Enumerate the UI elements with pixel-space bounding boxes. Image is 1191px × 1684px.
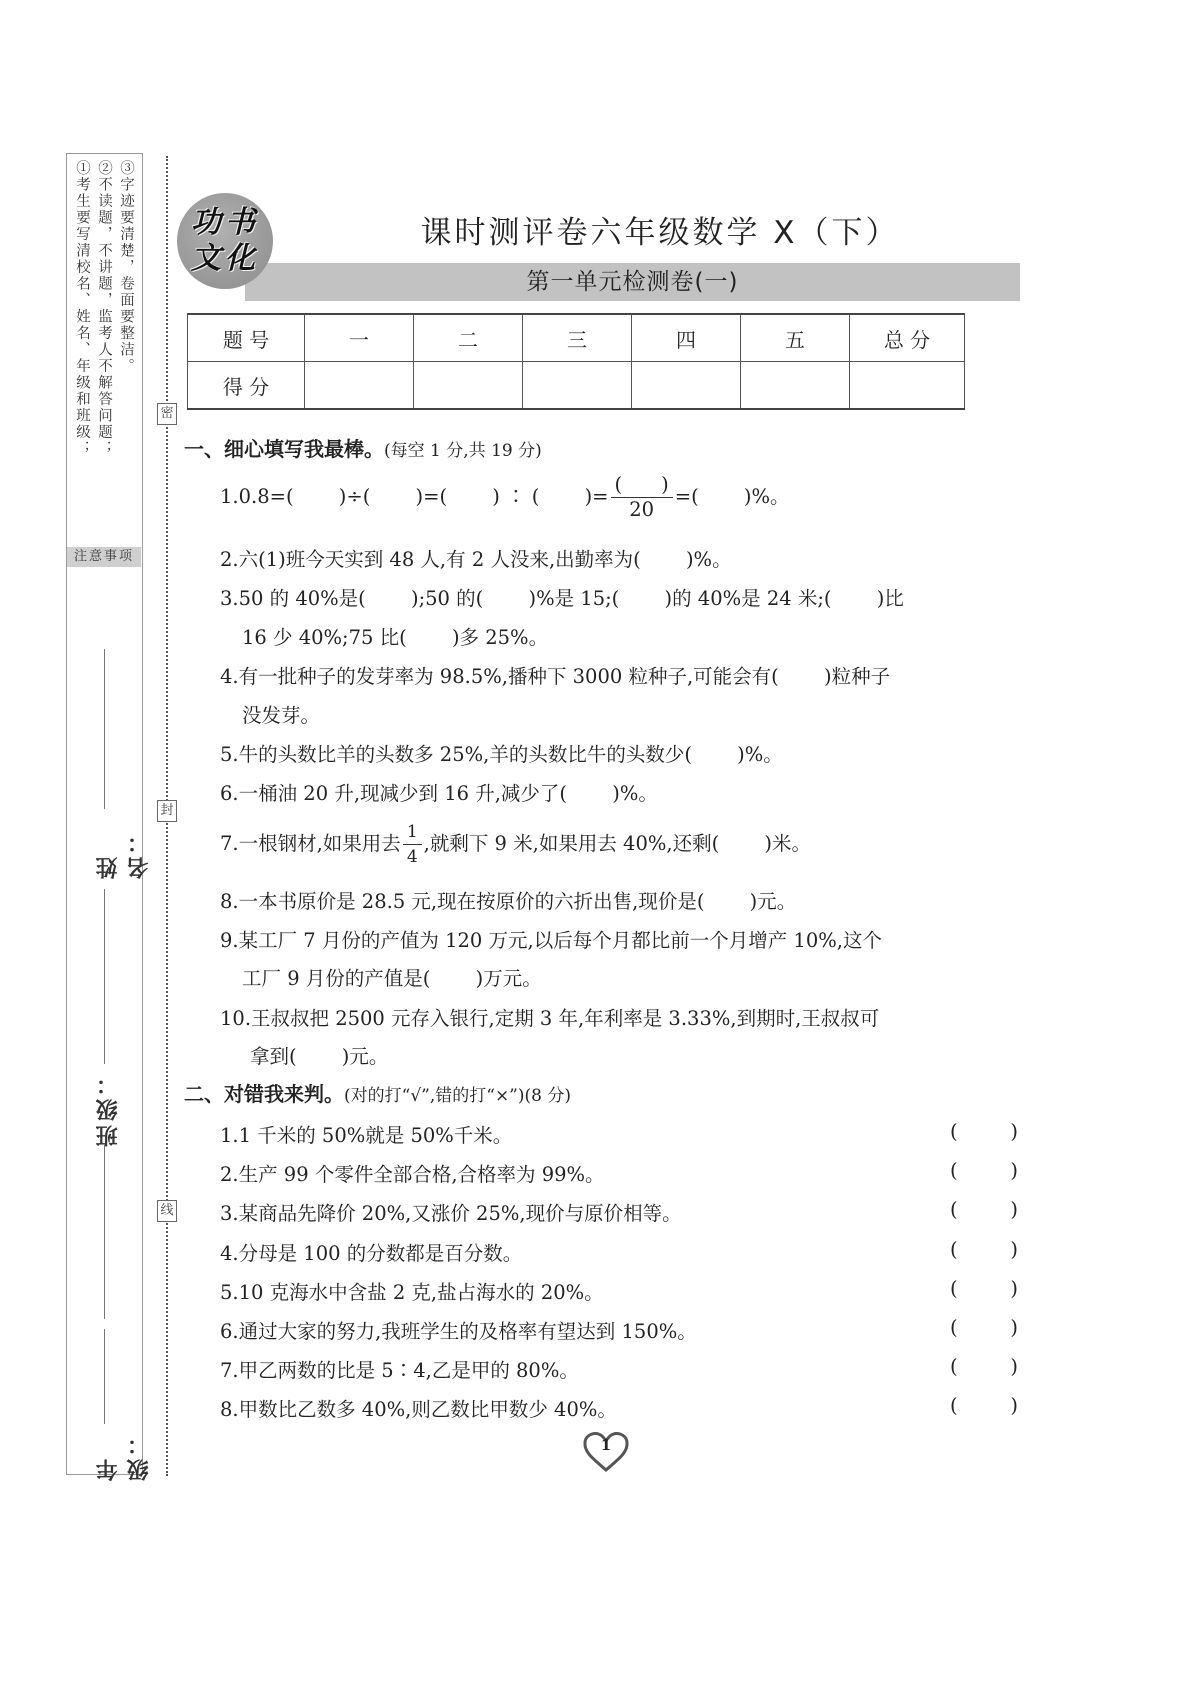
- section-2-heading: [184, 1078, 571, 1107]
- bracket-close: ): [1010, 1198, 1018, 1221]
- grade-underline[interactable]: [104, 1329, 105, 1424]
- score-cell-2[interactable]: [414, 362, 523, 410]
- col-header-5: 五: [741, 314, 850, 362]
- question-1-9-line-1: 9.某工厂 7 月份的产值为 120 万元,以后每个月都比前一个月增产 10%,这个: [220, 929, 882, 952]
- judge-answer-8[interactable]: [950, 1394, 1018, 1417]
- row-header-question-number: 题 号: [188, 314, 305, 362]
- notes-label: 注意事项: [67, 547, 141, 567]
- score-cell-5[interactable]: [741, 362, 850, 410]
- name-field[interactable]: [93, 649, 152, 879]
- publisher-logo: [177, 193, 273, 289]
- judge-item-5: 5.10 克海水中含盐 2 克,盐占海水的 20%。: [220, 1281, 604, 1304]
- bracket-close: ): [1010, 1316, 1018, 1339]
- q7-text-before: 7.一根钢材,如果用去: [220, 832, 401, 855]
- logo-line-2: 文化: [191, 241, 259, 276]
- grade-field[interactable]: [93, 1329, 152, 1481]
- col-header-1: 一: [305, 314, 414, 362]
- note-2: ②不读题，不讲题，监考人不解答问题；: [96, 160, 112, 457]
- judge-item-4: 4.分母是 100 的分数都是百分数。: [220, 1242, 523, 1265]
- section-1-heading: [184, 433, 542, 462]
- q1-fraction: [611, 473, 673, 522]
- bracket-open: (: [950, 1238, 958, 1261]
- bracket-open: (: [950, 1394, 958, 1417]
- bracket-close: ): [1010, 1238, 1018, 1261]
- judge-answer-4[interactable]: [950, 1238, 1018, 1261]
- bracket-open: (: [950, 1159, 958, 1182]
- score-cell-total[interactable]: [850, 362, 965, 410]
- question-1-8: 8.一本书原价是 28.5 元,现在按原价的六折出售,现价是( )元。: [220, 890, 797, 913]
- class-label: 班级：: [96, 1069, 121, 1147]
- score-table: [187, 313, 965, 410]
- score-table-header-row: [188, 314, 965, 362]
- bracket-close: ): [1010, 1159, 1018, 1182]
- exam-notes: [67, 160, 141, 544]
- stamp-feng: 封: [157, 800, 177, 822]
- bracket-open: (: [950, 1355, 958, 1378]
- question-1-4-line-1: 4.有一批种子的发芽率为 98.5%,播种下 3000 粒种子,可能会有( )粒种子: [220, 665, 891, 688]
- class-underline-bottom[interactable]: [104, 1144, 105, 1319]
- bracket-close: ): [1010, 1355, 1018, 1378]
- section-1-note: (每空 1 分,共 19 分): [384, 441, 542, 461]
- judge-answer-1[interactable]: [950, 1120, 1018, 1143]
- judge-item-2: 2.生产 99 个零件全部合格,合格率为 99%。: [220, 1163, 605, 1186]
- page-number-value: 1: [600, 1436, 612, 1454]
- bracket-open: (: [950, 1316, 958, 1339]
- col-header-2: 二: [414, 314, 523, 362]
- judge-item-6: 6.通过大家的努力,我班学生的及格率有望达到 150%。: [220, 1320, 697, 1343]
- q1-fraction-denominator: 20: [629, 498, 655, 521]
- grade-label: 年级：: [96, 1429, 152, 1481]
- question-1-5: 5.牛的头数比羊的头数多 25%,羊的头数比牛的头数少( )%。: [220, 743, 783, 766]
- q1-text-after: =( )%。: [674, 485, 790, 508]
- note-3: ③字迹要清楚，卷面要整洁。: [118, 160, 134, 375]
- class-field[interactable]: [93, 889, 121, 1319]
- binding-strip: [66, 153, 152, 1481]
- col-header-3: 三: [523, 314, 632, 362]
- judge-item-1: 1.1 千米的 50%就是 50%千米。: [220, 1124, 513, 1147]
- judge-answer-5[interactable]: [950, 1277, 1018, 1300]
- bracket-open: (: [950, 1277, 958, 1300]
- q1-fraction-numerator[interactable]: ( ): [611, 473, 673, 498]
- judge-answer-7[interactable]: [950, 1355, 1018, 1378]
- question-1-10-line-1: 10.王叔叔把 2500 元存入银行,定期 3 年,年利率是 3.33%,到期时,王叔叔可: [220, 1007, 880, 1030]
- name-label: 姓名：: [96, 827, 152, 879]
- judge-item-3: 3.某商品先降价 20%,又涨价 25%,现价与原价相等。: [220, 1202, 682, 1225]
- col-header-4: 四: [632, 314, 741, 362]
- stamp-mi: 密: [157, 403, 177, 425]
- question-1-3-line-1: 3.50 的 40%是( );50 的( )%是 15;( )的 40%是 24 米;( )比: [220, 587, 904, 610]
- page-subtitle: 第一单元检测卷(一): [526, 269, 739, 295]
- logo-line-1: 功书: [191, 205, 259, 240]
- question-1-4-line-2: 没发芽。: [242, 704, 321, 727]
- q7-text-after: ,就剩下 9 米,如果用去 40%,还剩( )米。: [423, 832, 811, 855]
- question-1-1: [220, 473, 790, 522]
- bracket-close: ): [1010, 1394, 1018, 1417]
- row-header-score: 得 分: [188, 362, 305, 410]
- judge-answer-6[interactable]: [950, 1316, 1018, 1339]
- judge-answer-2[interactable]: [950, 1159, 1018, 1182]
- page-title: 课时测评卷六年级数学 X（下）: [420, 215, 900, 251]
- class-underline-top[interactable]: [104, 889, 105, 1064]
- page-number: [582, 1430, 630, 1474]
- section-2-note: (对的打“√”,错的打“×”)(8 分): [344, 1086, 571, 1106]
- q7-fraction-denominator: 4: [406, 847, 418, 867]
- q7-fraction: [403, 820, 422, 869]
- bracket-close: ): [1010, 1120, 1018, 1143]
- col-header-total: 总 分: [850, 314, 965, 362]
- stamp-xian: 线: [157, 1200, 177, 1222]
- question-1-2: 2.六(1)班今天实到 48 人,有 2 人没来,出勤率为( )%。: [220, 548, 732, 571]
- note-1: ①考生要写清校名、姓名、年级和班级；: [74, 160, 90, 457]
- bracket-close: ): [1010, 1277, 1018, 1300]
- score-cell-4[interactable]: [632, 362, 741, 410]
- judge-item-8: 8.甲数比乙数多 40%,则乙数比甲数少 40%。: [220, 1398, 617, 1421]
- score-cell-3[interactable]: [523, 362, 632, 410]
- judge-item-7: 7.甲乙两数的比是 5∶4,乙是甲的 80%。: [220, 1359, 579, 1382]
- question-1-3-line-2: 16 少 40%;75 比( )多 25%。: [242, 626, 549, 649]
- name-underline[interactable]: [104, 649, 105, 809]
- section-1-title: 一、细心填写我最棒。: [184, 437, 384, 461]
- q7-fraction-numerator: 1: [403, 820, 422, 845]
- score-cell-1[interactable]: [305, 362, 414, 410]
- question-1-10-line-2: 拿到( )元。: [250, 1045, 389, 1068]
- question-1-6: 6.一桶油 20 升,现减少到 16 升,减少了( )%。: [220, 782, 658, 805]
- bracket-open: (: [950, 1198, 958, 1221]
- score-table-score-row: [188, 362, 965, 410]
- judge-answer-3[interactable]: [950, 1198, 1018, 1221]
- question-1-7: [220, 820, 811, 869]
- section-2-title: 二、对错我来判。: [184, 1082, 344, 1106]
- q1-text-before: 1.0.8=( )÷( )=( ) ∶ ( )=: [220, 485, 609, 508]
- question-1-9-line-2: 工厂 9 月份的产值是( )万元。: [242, 967, 542, 990]
- bracket-open: (: [950, 1120, 958, 1143]
